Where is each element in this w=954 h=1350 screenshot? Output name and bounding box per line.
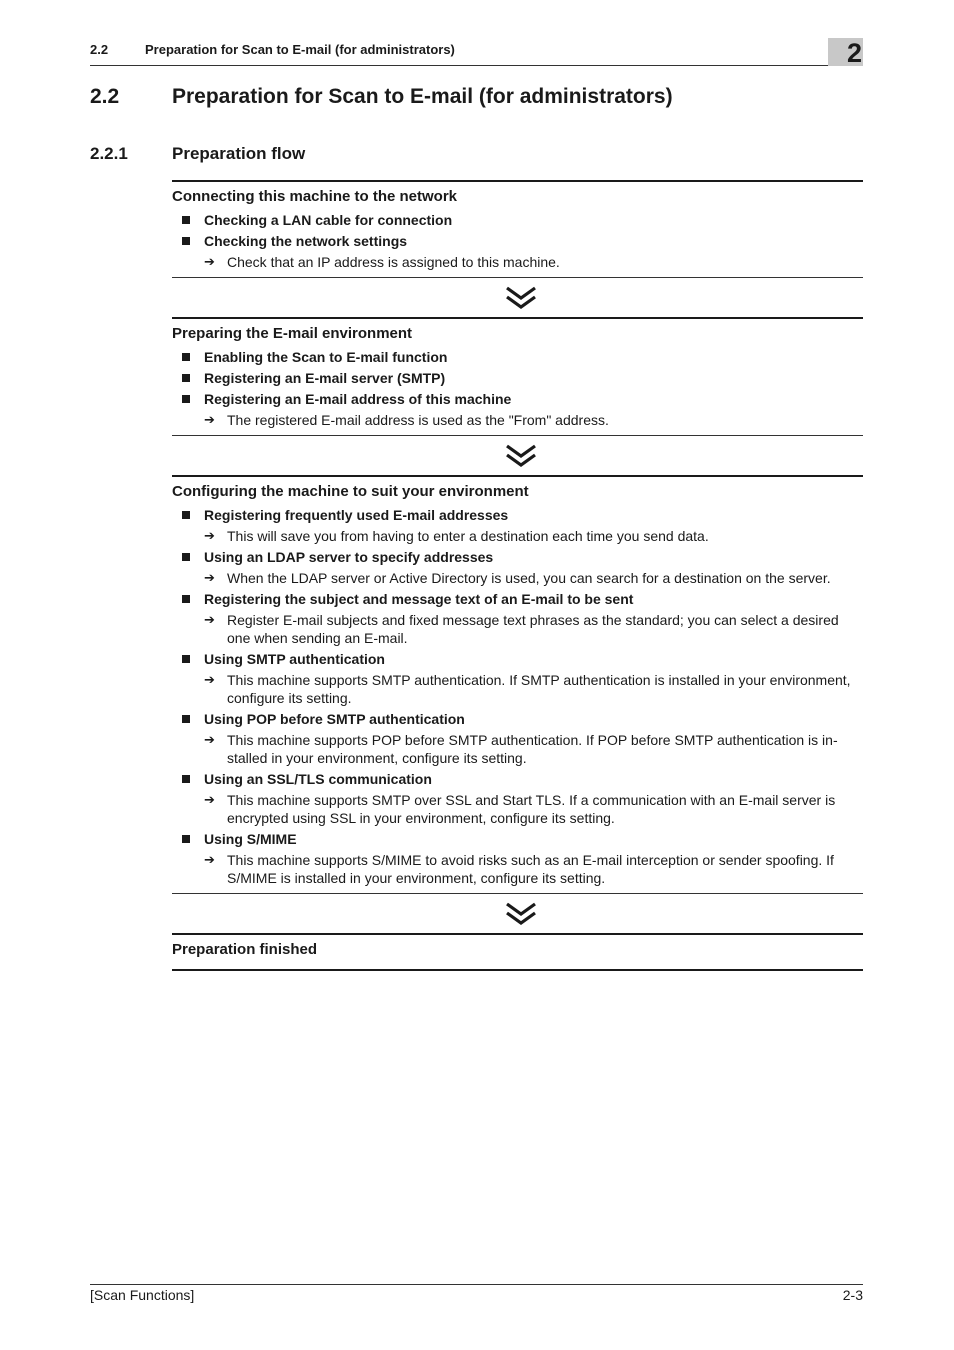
square-bullet-icon: [182, 553, 190, 561]
flow-step-item-label: Registering an E-mail server (SMTP): [204, 370, 446, 386]
flow-step-item-note: [172, 611, 863, 647]
flow-separator: [172, 278, 863, 317]
flow-step-item-label: Enabling the Scan to E-mail function: [204, 349, 448, 365]
square-bullet-icon: [182, 395, 190, 403]
square-bullet-icon: [182, 511, 190, 519]
square-bullet-icon: [182, 595, 190, 603]
flow-step-item-label: Registering the subject and message text of an E-mail to be sent: [204, 591, 634, 607]
section-heading-number: 2.2: [90, 85, 120, 108]
flow-finished-label: Preparation finished: [172, 941, 318, 958]
flow-step-item-note-text: This will save you from having to enter a destination each time you send data.: [227, 528, 709, 544]
flow-step-item: [172, 348, 863, 366]
flow-step-item-note: [172, 569, 863, 587]
footer-page-number: 2-3: [842, 1287, 863, 1303]
square-bullet-icon: [182, 237, 190, 245]
section-heading-title: Preparation for Scan to E-mail (for administrators): [172, 85, 673, 108]
flow-step-item: [172, 232, 863, 250]
running-header-section-number: 2.2: [90, 42, 109, 57]
footer-rule: [90, 1284, 863, 1285]
flow-step-item: [172, 710, 863, 728]
square-bullet-icon: [182, 775, 190, 783]
arrow-right-icon: ➔: [204, 672, 215, 687]
flow-step-item-label: Registering frequently used E-mail addresses: [204, 507, 509, 523]
subsection-heading-number: 2.2.1: [90, 144, 128, 163]
flow-step-title: Configuring the machine to suit your environment: [172, 483, 529, 500]
flow-step-item: [172, 211, 863, 229]
double-chevron-down-icon: [505, 286, 537, 310]
flow-step-item: [172, 390, 863, 408]
chapter-number-tab: 2: [828, 38, 863, 66]
footer-manual-name: [Scan Functions]: [90, 1287, 195, 1303]
arrow-right-icon: ➔: [204, 254, 215, 269]
arrow-right-icon: ➔: [204, 612, 215, 627]
flow-rule: [172, 969, 863, 971]
flow-step-item-label: Using an LDAP server to specify addresses: [204, 549, 494, 565]
flow-step-item-note-text: This machine supports S/MIME to avoid risks such as an E-mail interception or sender spoofing. If S/MIME is installed in your environment, configure its setting.: [227, 852, 834, 886]
flow-step-item-label: Registering an E-mail address of this machine: [204, 391, 512, 407]
flow-step-item-note: [172, 527, 863, 545]
flow-separator: [172, 894, 863, 933]
flow-step-item-note: [172, 851, 863, 887]
flow-step: [172, 319, 863, 435]
flow-step-item-note-text: This machine supports SMTP authentication. If SMTP authentication is installed in your environment, configure its setting.: [227, 672, 851, 706]
flow-step-item: [172, 830, 863, 848]
flow-step-item: [172, 506, 863, 524]
arrow-right-icon: ➔: [204, 792, 215, 807]
square-bullet-icon: [182, 715, 190, 723]
square-bullet-icon: [182, 374, 190, 382]
flow-step-item-note: [172, 791, 863, 827]
flow-step-item-note-text: Check that an IP address is assigned to this machine.: [227, 254, 560, 270]
flow-step-item-note-text: This machine supports SMTP over SSL and Start TLS. If a communication with an E-mail server is encrypted using SSL in your environment, configure its setting.: [227, 792, 836, 826]
flow-step-item-label: Checking a LAN cable for connection: [204, 212, 453, 228]
flow-step-item: [172, 770, 863, 788]
flow-step-item-label: Using S/MIME: [204, 831, 297, 847]
double-chevron-down-icon: [505, 444, 537, 468]
flow-step-item-label: Using POP before SMTP authentication: [204, 711, 465, 727]
flow-step-item: [172, 548, 863, 566]
preparation-flow: [172, 180, 863, 971]
flow-step-item-note: [172, 253, 863, 271]
arrow-right-icon: ➔: [204, 732, 215, 747]
flow-step-item-label: Checking the network settings: [204, 233, 408, 249]
flow-step: [172, 477, 863, 893]
flow-step-item: [172, 650, 863, 668]
flow-separator: [172, 436, 863, 475]
flow-step-item: [172, 369, 863, 387]
flow-step-item-note-text: The registered E-mail address is used as the "From" address.: [227, 412, 609, 428]
flow-step-item-label: Using SMTP authentication: [204, 651, 385, 667]
flow-step-item-note-text: This machine supports POP before SMTP authentication. If POP before SMTP authentication is in-stalled in your environment, configure its setting.: [227, 732, 838, 766]
flow-step-item: [172, 590, 863, 608]
flow-step-item-note: [172, 731, 863, 767]
arrow-right-icon: ➔: [204, 852, 215, 867]
flow-step-item-note-text: When the LDAP server or Active Directory is used, you can search for a destination on the server.: [227, 570, 831, 586]
square-bullet-icon: [182, 216, 190, 224]
arrow-right-icon: ➔: [204, 528, 215, 543]
square-bullet-icon: [182, 835, 190, 843]
square-bullet-icon: [182, 655, 190, 663]
header-rule: [90, 65, 828, 66]
arrow-right-icon: ➔: [204, 412, 215, 427]
flow-step-item-note: [172, 671, 863, 707]
flow-step-item-label: Using an SSL/TLS communication: [204, 771, 432, 787]
square-bullet-icon: [182, 353, 190, 361]
flow-step: [172, 182, 863, 277]
running-header-section-title: Preparation for Scan to E-mail (for administrators): [145, 42, 455, 57]
flow-step-finished: [172, 935, 863, 969]
flow-step-title: Connecting this machine to the network: [172, 188, 458, 205]
flow-step-item-note-text: Register E-mail subjects and fixed message text phrases as the standard; you can select a desired one when sending an E-mail.: [227, 612, 839, 646]
arrow-right-icon: ➔: [204, 570, 215, 585]
double-chevron-down-icon: [505, 902, 537, 926]
subsection-heading-title: Preparation flow: [172, 144, 306, 163]
flow-step-title: Preparing the E-mail environment: [172, 325, 413, 342]
flow-step-item-note: [172, 411, 863, 429]
